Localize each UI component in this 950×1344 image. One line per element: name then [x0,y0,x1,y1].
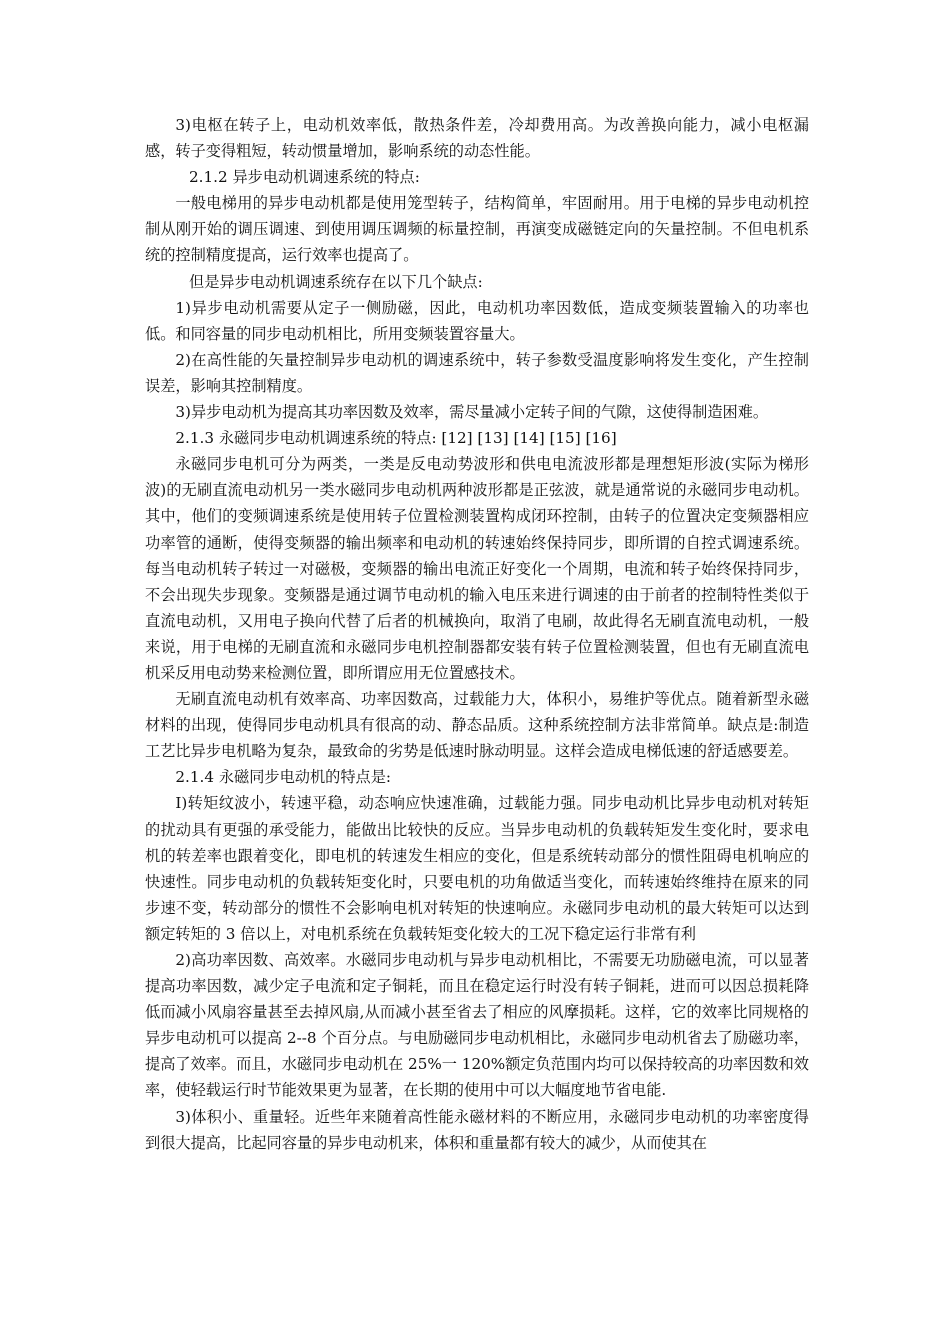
list-item: 3)异步电动机为提高其功率因数及效率，需尽量减小定转子间的气隙，这使得制造困难。 [175,403,769,422]
paragraph-lead: 但是异步电动机调速系统存在以下几个缺点: [189,272,483,291]
list-item: 2)在高性能的矢量控制异步电动机的调速系统中，转子参数受温度影响将发生变化，产生控制误差，影响其控制精度。 [145,350,809,395]
section-heading: 2.1.3 永磁同步电动机调速系统的特点: [12] [13] [14] [15] [16] [175,429,617,448]
document-page [145,112,809,1156]
list-item: 2)高功率因数、高效率。水磁同步电动机与异步电动机相比，不需要无功励磁电流，可以显著提高功率因数，减少定子电流和定子铜耗，而且在稳定运行时没有转子铜耗，进而可以因总损耗降低而减小风扇容量甚至去掉风扇,从而减小甚至省去了相应的风摩损耗。这样，它的效率比同规格的异步电动机可以提高 2--8 个百分点。与电励磁同步电动机相比，永磁同步电动机省去了励磁功率，提高了效率。而且，水磁同步电动机在 25%一 120%额定负范围内均可以保持较高的功率因数和效率，使轻载运行时节能效果更为显著，在长期的使用中可以大幅度地节省电能. [145,951,809,1100]
paragraph: 无刷直流电动机有效率高、功率因数高，过载能力大，体积小，易维护等优点。随着新型永磁材料的出现，使得同步电动机具有很高的动、静态品质。这种系统控制方法非常简单。缺点是:制造工艺比异步电机略为复杂，最致命的劣势是低速时脉动明显。这样会造成电梯低速的舒适感要差。 [145,690,809,761]
list-item: 3)体积小、重量轻。近些年来随着高性能永磁材料的不断应用，永磁同步电动机的功率密度得到很大提高，比起同容量的异步电动机来，体积和重量都有较大的减少，从而使其在 [145,1107,809,1152]
list-item: I)转矩纹波小，转速平稳，动态响应快速准确，过载能力强。同步电动机比异步电动机对转矩的扰动具有更强的承受能力，能做出比较快的反应。当异步电动机的负载转矩发生变化时，要求电机的转差率也跟着变化，即电机的转速发生相应的变化，但是系统转动部分的惯性阻碍电机响应的快速性。同步电动机的负载转矩变化时，只要电机的功角做适当变化，而转速始终维持在原来的同步速不变，转动部分的惯性不会影响电机对转矩的快速响应。永磁同步电动机的最大转矩可以达到额定转矩的 3 倍以上，对电机系统在负载转矩变化较大的工况下稳定运行非常有利 [145,794,809,943]
list-item: 1)异步电动机需要从定子一侧励磁，因此，电动机功率因数低，造成变频装置输入的功率也低。和同容量的同步电动机相比，所用变频装置容量大。 [145,298,809,343]
paragraph: 永磁同步电机可分为两类，一类是反电动势波形和供电电流波形都是理想矩形波(实际为梯形波)的无刷直流电动机另一类水磁同步电动机两种波形都是正弦波，就是通常说的永磁同步电动机。其中，他们的变频调速系统是使用转子位置检测装置构成闭环控制，由转子的位置决定变频器相应功率管的通断，使得变频器的输出频率和电动机的转速始终保持同步，即所谓的自控式调速系统。每当电动机转子转过一对磁极，变频器的输出电流正好变化一个周期，电流和转子始终保持同步，不会出现失步现象。变频器是通过调节电动机的输入电压来进行调速的由于前者的控制特性类似于直流电动机，又用电子换向代替了后者的机械换向，取消了电刷，故此得名无刷直流电动机，一般来说，用于电梯的无刷直流和永磁同步电机控制器都安装有转子位置检测装置，但也有无刷直流电机采反用电动势来检测位置，即所谓应用无位置感技术。 [145,455,809,682]
section-heading: 2.1.2 异步电动机调速系统的特点: [189,168,420,187]
paragraph: 一般电梯用的异步电动机都是使用笼型转子，结构简单，牢固耐用。用于电梯的异步电动机控制从刚开始的调压调速、到使用调压调频的标量控制，再演变成磁链定向的矢量控制。不但电机系统的控制精度提高，运行效率也提高了。 [145,194,809,265]
paragraph: 3)电枢在转子上，电动机效率低，散热条件差，冷却费用高。为改善换向能力，减小电枢漏感，转子变得粗短，转动惯量增加，影响系统的动态性能。 [145,116,809,161]
section-heading: 2.1.4 永磁同步电动机的特点是: [175,768,392,787]
